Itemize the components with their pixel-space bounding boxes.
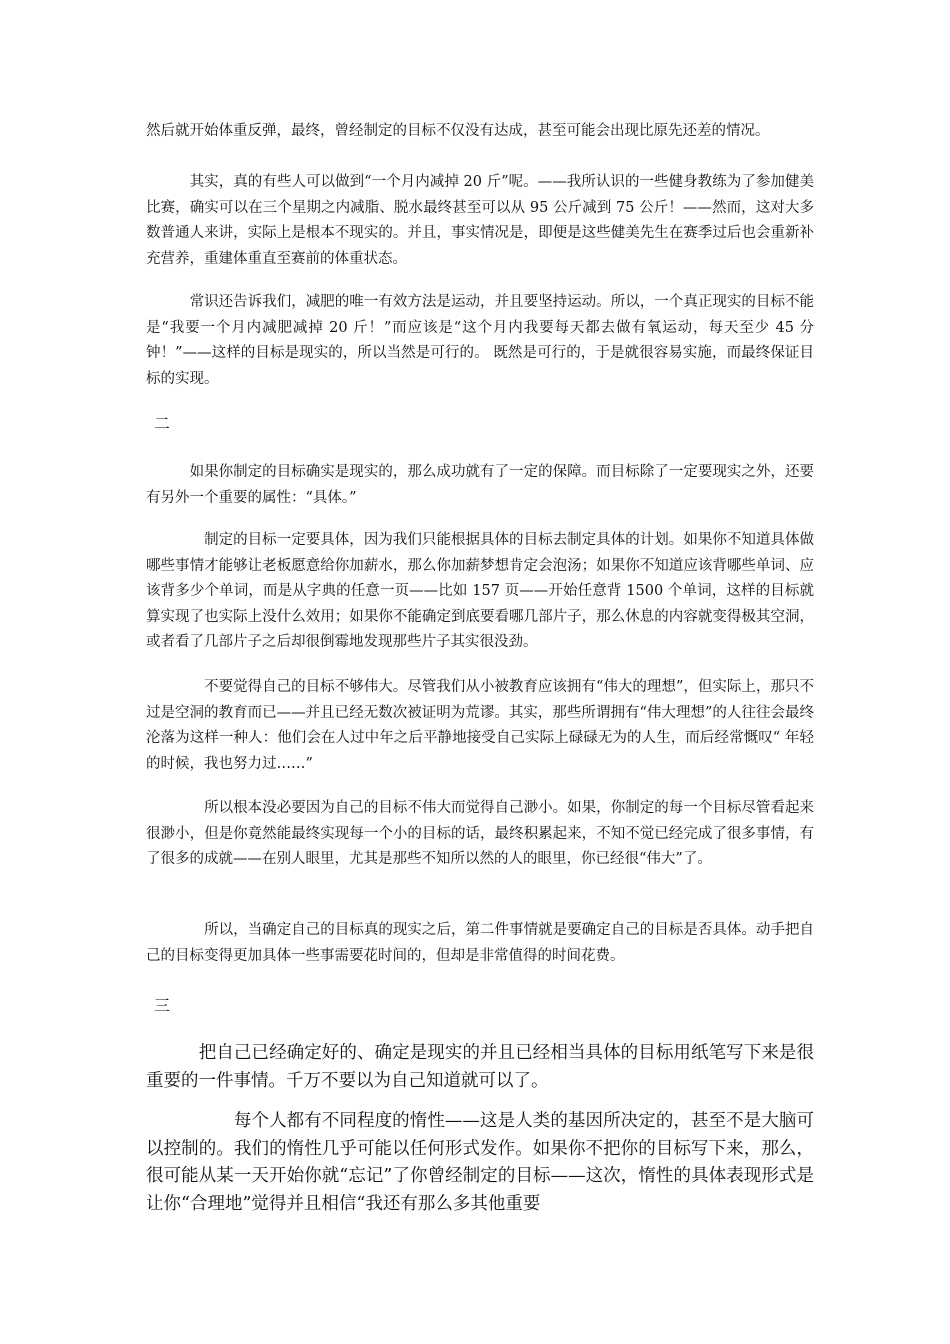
paragraph-1: 然后就开始体重反弹，最终，曾经制定的目标不仅没有达成，甚至可能会出现比原先还差的情况。	[146, 123, 770, 139]
paragraph-7: 所以根本没必要因为自己的目标不伟大而觉得自己渺小。如果，你制定的每一个目标尽管看起来很渺小，但是你竟然能最终实现每一个小的目标的话，最终积累起来，不知不觉已经完成了很多事情，有了很多的成就——在别人眼里，尤其是那些不知所以然的人的眼里，你已经很“伟大”了。	[146, 800, 814, 867]
paragraph-10: 每个人都有不同程度的惰性——这是人类的基因所决定的，甚至不是大脑可以控制的。我们的惰性几乎可能以任何形式发作。如果你不把你的目标写下来，那么，很可能从某一天开始你就“忘记”了你曾经制定的目标——这次，惰性的具体表现形式是让你“合理地”觉得并且相信“我还有那么多其他重要	[146, 1111, 814, 1214]
section-heading-2: 二	[154, 414, 171, 433]
paragraph-9: 把自己已经确定好的、确定是现实的并且已经相当具体的目标用纸笔写下来是很重要的一件事情。千万不要以为自己知道就可以了。	[146, 1043, 814, 1091]
paragraph-4: 如果你制定的目标确实是现实的，那么成功就有了一定的保障。而目标除了一定要现实之外，还要有另外一个重要的属性：“具体。”	[146, 464, 814, 506]
paragraph-5: 制定的目标一定要具体，因为我们只能根据具体的目标去制定具体的计划。如果你不知道具体做哪些事情才能够让老板愿意给你加薪水，那么你加薪梦想肯定会泡汤；如果你不知道应该背哪些单词、应该背多少个单词，而是从字典的任意一页——比如 157 页——开始任意背 1500 个单词，这样的目标就算实现了也实际上没什么效用；如果你不能确定到底要看哪几部片子，那么休息的内容就变得极其空洞，或者看了几部片子之后却很倒霉地发现那些片子其实很没劲。	[146, 532, 814, 650]
paragraph-2: 其实，真的有些人可以做到“一个月内减掉 20 斤”呢。——我所认识的一些健身教练为了参加健美比赛，确实可以在三个星期之内减脂、脱水最终甚至可以从 95 公斤减到 75 公斤！——然而，这对大多数普通人来讲，实际上是根本不现实的。并且，事实情况是，即便是这些健美先生在赛季过后也会重新补充营养，重建体重直至赛前的体重状态。	[146, 174, 814, 267]
paragraph-6: 不要觉得自己的目标不够伟大。尽管我们从小被教育应该拥有“伟大的理想”，但实际上，那只不过是空洞的教育而已——并且已经无数次被证明为荒谬。其实，那些所谓拥有“伟大理想”的人往往会最终沦落为这样一种人：他们会在人过中年之后平静地接受自己实际上碌碌无为的人生，而后经常慨叹“ 年轻的时候，我也努力过……”	[146, 679, 814, 772]
paragraph-3: 常识还告诉我们，减肥的唯一有效方法是运动，并且要坚持运动。所以，一个真正现实的目标不能是“我要一个月内减肥减掉 20 斤！”而应该是“这个月内我要每天都去做有氧运动，每天至少 45 分钟！”——这样的目标是现实的，所以当然是可行的。 既然是可行的，于是就很容易实施，而最终保证目标的实现。	[146, 294, 814, 387]
paragraph-8: 所以，当确定自己的目标真的现实之后，第二件事情就是要确定自己的目标是否具体。动手把自己的目标变得更加具体一些事需要花时间的，但却是非常值得的时间花费。	[146, 922, 814, 964]
section-heading-3: 三	[154, 996, 171, 1015]
